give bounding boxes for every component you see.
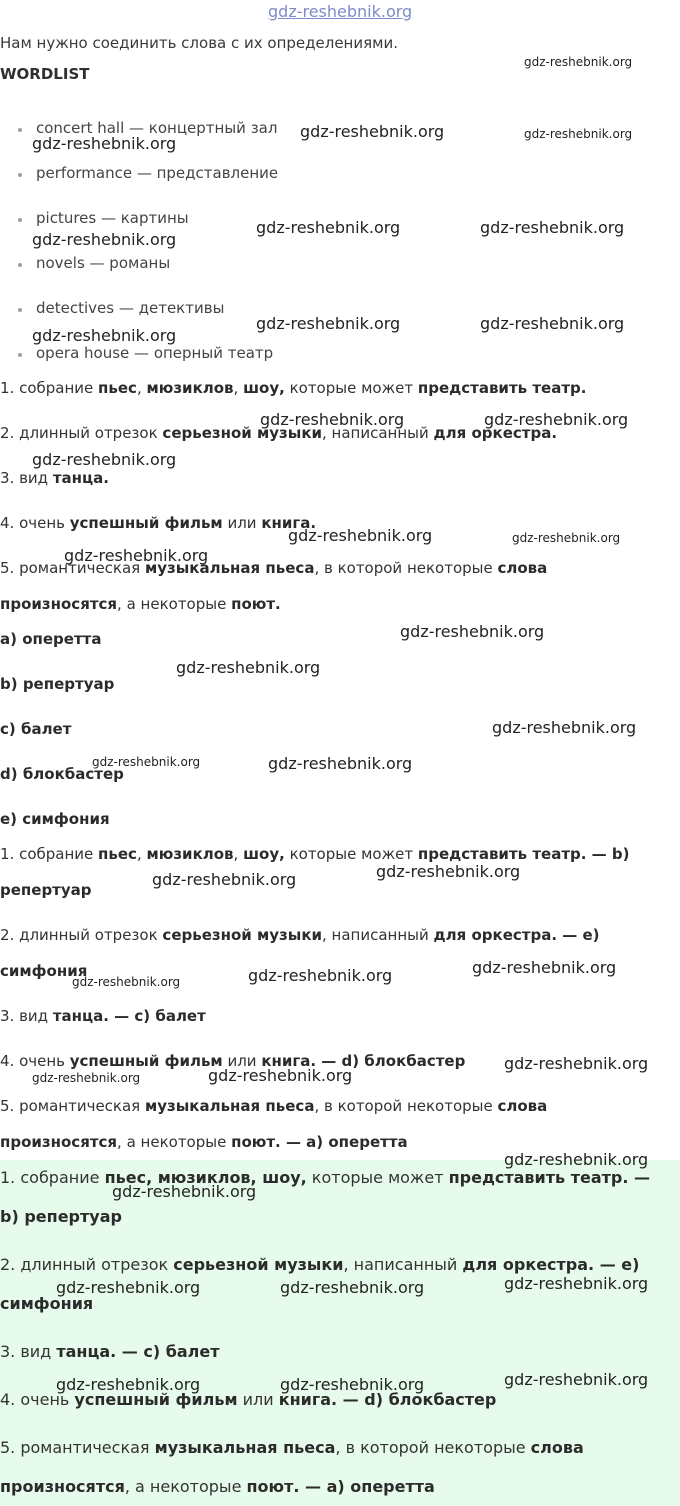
wordlist-item: opera house — оперный театр xyxy=(36,344,274,362)
watermark: gdz-reshebnik.org xyxy=(280,1375,425,1394)
watermark: gdz-reshebnik.org xyxy=(492,718,637,737)
green-answer-1-continued: b) репертуар xyxy=(0,1207,122,1226)
watermark: gdz-reshebnik.org xyxy=(256,218,401,237)
answer-3: 3. вид танца. — c) балет xyxy=(0,1007,206,1025)
watermark: gdz-reshebnik.org xyxy=(92,755,201,769)
bullet-dot xyxy=(18,308,22,312)
watermark: gdz-reshebnik.org xyxy=(208,1066,353,1085)
site-title-link[interactable]: gdz-reshebnik.org xyxy=(268,2,413,21)
watermark: gdz-reshebnik.org xyxy=(512,531,621,545)
definition-5: 5. романтическая музыкальная пьеса, в которой некоторые слова xyxy=(0,559,548,577)
green-answer-2: 2. длинный отрезок серьезной музыки, написанный для оркестра. — e) xyxy=(0,1255,640,1274)
watermark: gdz-reshebnik.org xyxy=(504,1370,649,1389)
answer-4: 4. очень успешный фильм или книга. — d) блокбастер xyxy=(0,1052,466,1070)
answer-2-continued: симфония xyxy=(0,962,88,980)
watermark: gdz-reshebnik.org xyxy=(484,410,629,429)
watermark: gdz-reshebnik.org xyxy=(248,966,393,985)
bullet-dot xyxy=(18,353,22,357)
watermark: gdz-reshebnik.org xyxy=(268,754,413,773)
wordlist-item: concert hall — концертный зал xyxy=(36,119,278,137)
definition-1: 1. собрание пьес, мюзиклов, шоу, которые может представить театр. xyxy=(0,379,587,397)
watermark: gdz-reshebnik.org xyxy=(504,1274,649,1293)
option-a: a) оперетта xyxy=(0,630,102,648)
bullet-dot xyxy=(18,263,22,267)
watermark: gdz-reshebnik.org xyxy=(400,622,545,641)
watermark: gdz-reshebnik.org xyxy=(300,122,445,141)
watermark: gdz-reshebnik.org xyxy=(112,1182,257,1201)
option-d: d) блокбастер xyxy=(0,765,124,783)
watermark: gdz-reshebnik.org xyxy=(32,1071,141,1085)
watermark: gdz-reshebnik.org xyxy=(56,1375,201,1394)
option-c: c) балет xyxy=(0,720,72,738)
watermark: gdz-reshebnik.org xyxy=(32,326,177,345)
watermark: gdz-reshebnik.org xyxy=(288,526,433,545)
watermark: gdz-reshebnik.org xyxy=(152,870,297,889)
intro-text: Нам нужно соединить слова с их определениями. xyxy=(0,34,398,52)
watermark: gdz-reshebnik.org xyxy=(524,55,633,69)
definition-5-continued: произносятся, а некоторые поют. xyxy=(0,595,281,613)
green-answer-3: 3. вид танца. — c) балет xyxy=(0,1342,220,1361)
wordlist-heading: WORDLIST xyxy=(0,65,90,83)
watermark: gdz-reshebnik.org xyxy=(504,1150,649,1169)
option-e: e) симфония xyxy=(0,810,110,828)
bullet-dot xyxy=(18,128,22,132)
definition-4: 4. очень успешный фильм или книга. xyxy=(0,514,317,532)
watermark: gdz-reshebnik.org xyxy=(280,1278,425,1297)
watermark: gdz-reshebnik.org xyxy=(260,410,405,429)
definition-2: 2. длинный отрезок серьезной музыки, написанный для оркестра. xyxy=(0,424,558,442)
watermark: gdz-reshebnik.org xyxy=(256,314,401,333)
green-answer-2-continued: симфония xyxy=(0,1294,94,1313)
wordlist-item: novels — романы xyxy=(36,254,171,272)
watermark: gdz-reshebnik.org xyxy=(32,450,177,469)
watermark: gdz-reshebnik.org xyxy=(32,134,177,153)
green-answer-1: 1. собрание пьес, мюзиклов, шоу, которые может представить театр. — xyxy=(0,1168,651,1187)
watermark: gdz-reshebnik.org xyxy=(376,862,521,881)
green-answer-4: 4. очень успешный фильм или книга. — d) блокбастер xyxy=(0,1390,497,1409)
watermark: gdz-reshebnik.org xyxy=(32,230,177,249)
bullet-dot xyxy=(18,173,22,177)
answer-1: 1. собрание пьес, мюзиклов, шоу, которые может представить театр. — b) xyxy=(0,845,630,863)
answer-1-continued: репертуар xyxy=(0,881,92,899)
wordlist-item: performance — представление xyxy=(36,164,279,182)
green-answer-5: 5. романтическая музыкальная пьеса, в которой некоторые слова xyxy=(0,1438,584,1457)
watermark: gdz-reshebnik.org xyxy=(56,1278,201,1297)
watermark: gdz-reshebnik.org xyxy=(64,546,209,565)
watermark: gdz-reshebnik.org xyxy=(480,314,625,333)
answer-2: 2. длинный отрезок серьезной музыки, написанный для оркестра. — e) xyxy=(0,926,600,944)
wordlist-item: pictures — картины xyxy=(36,209,189,227)
watermark: gdz-reshebnik.org xyxy=(72,975,181,989)
watermark: gdz-reshebnik.org xyxy=(504,1054,649,1073)
bullet-dot xyxy=(18,218,22,222)
watermark: gdz-reshebnik.org xyxy=(176,658,321,677)
watermark: gdz-reshebnik.org xyxy=(472,958,617,977)
wordlist-item: detectives — детективы xyxy=(36,299,225,317)
watermark: gdz-reshebnik.org xyxy=(524,127,633,141)
definition-3: 3. вид танца. xyxy=(0,469,109,487)
watermark: gdz-reshebnik.org xyxy=(480,218,625,237)
green-answer-5-continued: произносятся, а некоторые поют. — a) оперетта xyxy=(0,1477,435,1496)
answer-5-continued: произносятся, а некоторые поют. — a) оперетта xyxy=(0,1133,408,1151)
answer-5: 5. романтическая музыкальная пьеса, в которой некоторые слова xyxy=(0,1097,548,1115)
option-b: b) репертуар xyxy=(0,675,115,693)
